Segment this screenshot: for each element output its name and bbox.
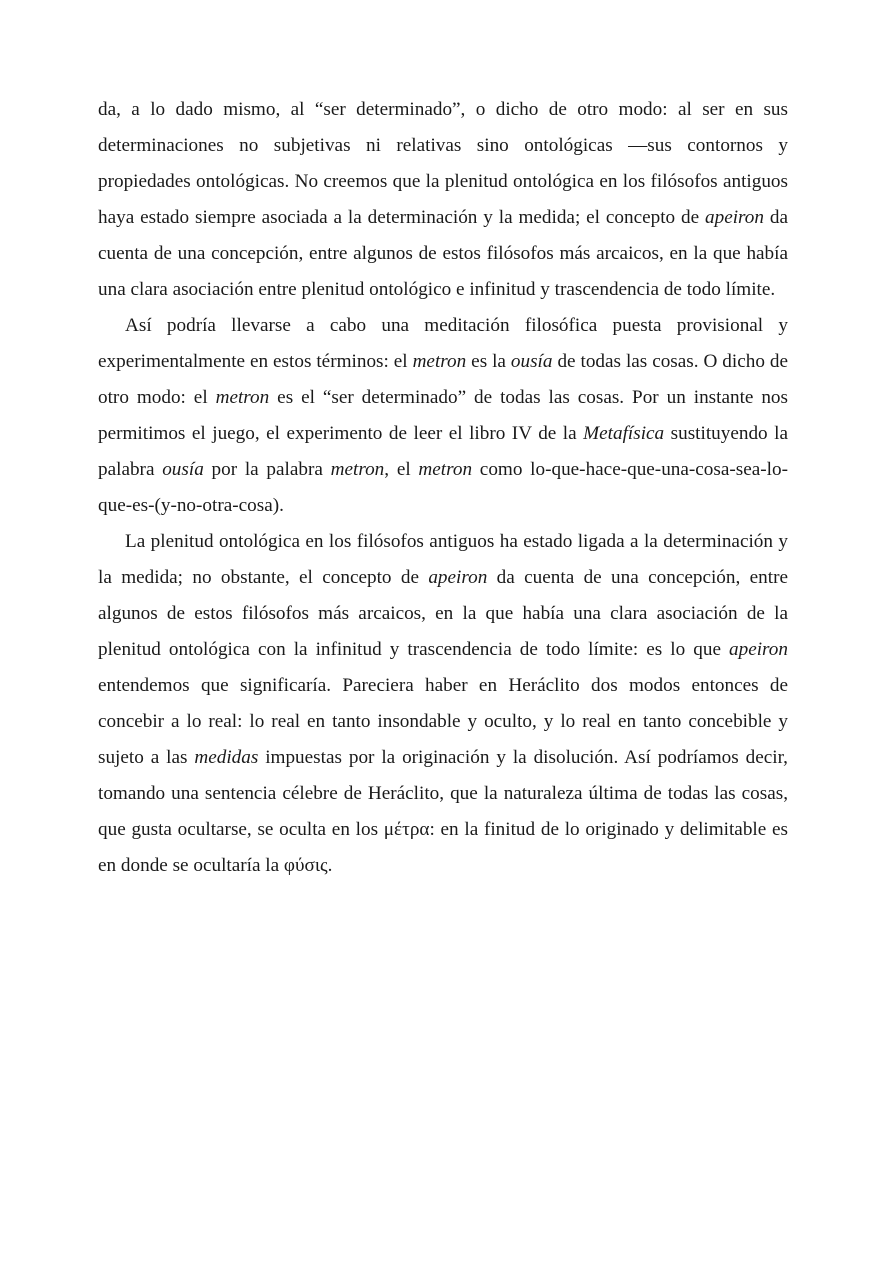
text-run: es la [466, 351, 511, 372]
italic-term: medidas [194, 747, 259, 768]
text-run: da cuenta de una concepción, entre algunos de estos filósofos más arcaicos, en la que había una clara asociación entre plenitud ontológico e infinitud y trascendencia de todo límite. [98, 207, 788, 300]
text-run: La plenitud ontológica en los filósofos antiguos ha estado ligada a la determinación y la medida; no obstante, el concepto de [98, 531, 788, 588]
italic-term: metron [215, 387, 270, 408]
italic-term: metron [412, 351, 467, 372]
document-page [98, 92, 788, 884]
paragraph-2 [98, 308, 788, 524]
text-run: por la palabra [203, 459, 331, 480]
paragraph-1 [98, 92, 788, 308]
italic-term: apeiron [729, 639, 788, 660]
text-run: como lo-que-hace-que-una-cosa-sea-lo-que-es-(y-no-otra-cosa). [98, 459, 788, 516]
text-run: Así podría llevarse a cabo una meditación filosófica puesta provisional y experimentalmente en estos términos: el [98, 315, 788, 372]
text-run: entendemos que significaría. Pareciera haber en Heráclito dos modos entonces de concebir a lo real: lo real en tanto insondable y oculto, y lo real en tanto concebible y sujeto a las [98, 675, 788, 768]
italic-term: metron [418, 459, 473, 480]
italic-term: ousía [510, 351, 553, 372]
italic-term: apeiron [705, 207, 764, 228]
italic-term: metron [330, 459, 385, 480]
italic-term: ousía [162, 459, 204, 480]
italic-term: apeiron [428, 567, 488, 588]
text-run: da, a lo dado mismo, al “ser determinado”, o dicho de otro modo: al ser en sus determinaciones no subjetivas ni relativas sino ontológicas —sus contornos y propiedades ontológicas. No creemos que la plenitud ontológica en los filósofos antiguos haya estado siempre asociada a la determinación y la medida; el concepto de [98, 99, 788, 228]
text-run: da cuenta de una concepción, entre algunos de estos filósofos más arcaicos, en la que había una clara asociación de la plenitud ontológica con la infinitud y trascendencia de todo límite: es lo que [98, 567, 788, 660]
paragraph-3 [98, 524, 788, 884]
text-run: sustituyendo la palabra [98, 423, 788, 480]
text-run: de todas las cosas. O dicho de otro modo: el [98, 351, 788, 408]
text-run: , el [384, 459, 419, 480]
text-run: impuestas por la originación y la disolución. Así podríamos decir, tomando una sentencia célebre de Heráclito, que la naturaleza última de todas las cosas, que gusta ocultarse, se oculta en los μέτρα: en la finitud de lo originado y delimitable es en donde se ocultaría la φύσις. [98, 747, 788, 876]
text-run: es el “ser determinado” de todas las cosas. Por un instante nos permitimos el juego, el experimento de leer el libro IV de la [98, 387, 788, 444]
italic-term: Metafísica [583, 423, 665, 444]
